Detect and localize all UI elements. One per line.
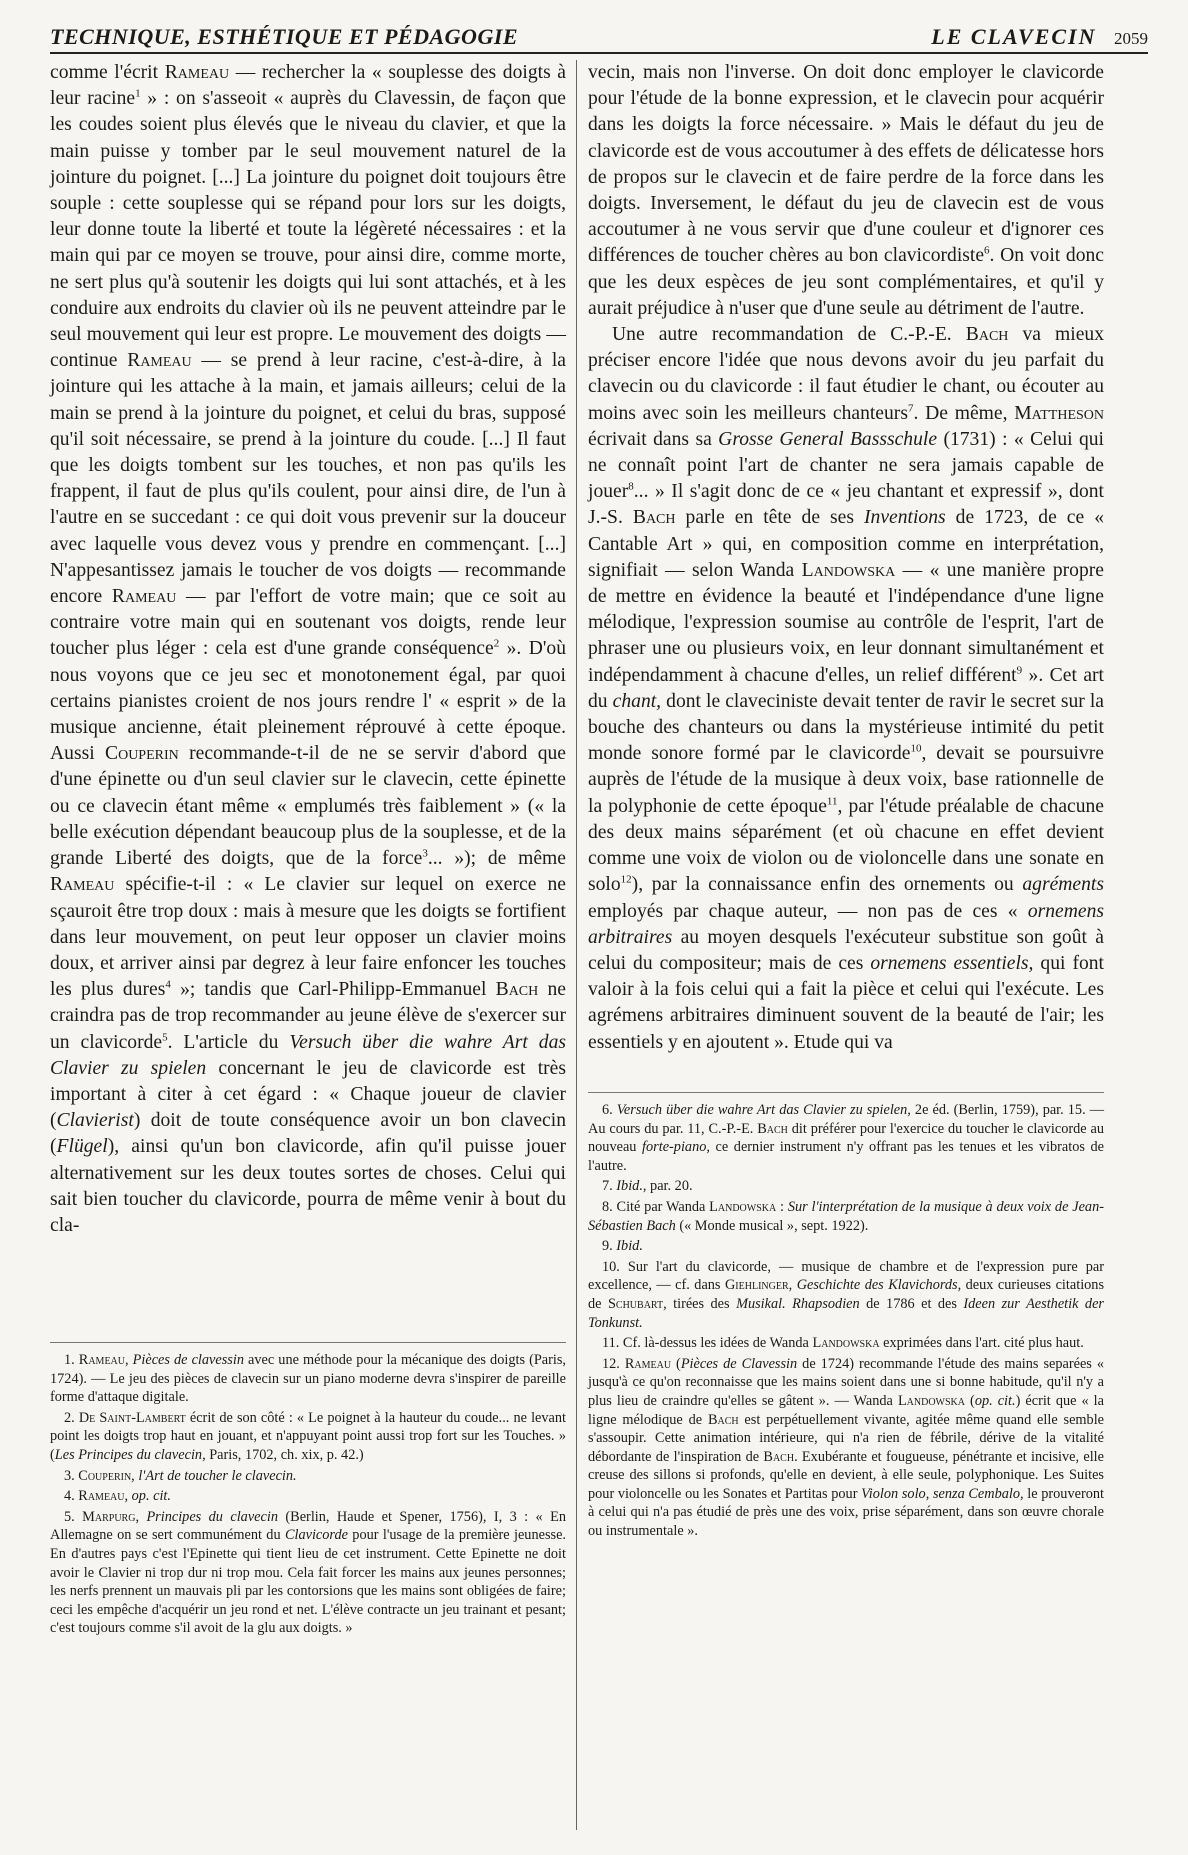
- text-run: Rameau: [111, 586, 177, 608]
- paragraph: [588, 322, 1104, 1056]
- footnote-ref: 11: [826, 795, 838, 808]
- text-run: exprimées dans l'art. cité plus haut.: [879, 1335, 1084, 1352]
- text-run: Pièces de Clavessin: [680, 1355, 798, 1372]
- text-run: Inventions: [864, 507, 946, 529]
- text-run: de 1724) recommande l'étude des mains separées « jusqu'à ce qu'on reconnaisse que les mains soient dans une si bonne habitude, qu'il n'y a plus lieu de craindre qu'elles se gâtent ». — Wanda: [588, 1355, 1105, 1409]
- text-run: de 1723, de ce « Cantable Art » qui, en composition comme en interprétation, signifiait — selon Wanda: [588, 507, 1105, 581]
- left-column: [50, 60, 566, 1239]
- text-run: 3.: [64, 1467, 79, 1484]
- text-run: dit préférer pour l'exercice du toucher le clavicorde au nouveau: [588, 1120, 1104, 1156]
- text-run: Rameau: [164, 62, 230, 83]
- text-run: ». D'où nous voyons que ce jeu sec et monotonement égal, par quoi certains pianistes croient de nos jours rendre l' « esprit » de la musique ancienne, était pleinement réprouvé à cette époque. Aussi: [50, 638, 566, 765]
- text-run: Une autre recommandation de C.-P.-E.: [612, 324, 966, 346]
- text-run: ) doit de toute conséquence avoir un bon clavecin (: [50, 1110, 566, 1158]
- footnote-ref: 10: [910, 742, 922, 755]
- text-run: pour l'usage de la première jeunesse. En d'autres pays c'est l'Epinette qui tient lieu de cet instrument. Cette Epinette ne doit avoir le Clavier ni trop dur ni trop mou. Cela fait forcer les mains aux jeunes personnes; les nerfs prennent un mauvais pli par les contorsions que les mains sont obligées de faire; ceci les empêche d'acquérir un jeu rond et net. L'élève contracte un jeu trainant et pesant; c'est toujours comme s'il avoit de la glu aux doigts. »: [50, 1527, 566, 1637]
- text-run: Sur l'interprétation de la musique à deux voix de Jean-Sébastien Bach: [588, 1198, 1104, 1234]
- text-run: écrit de son côté : « Le poignet à la hauteur du coude... ne levant point les doigts trop haut en jouant, et n'appuyant point aussi trop fort sur les Touches. » (: [50, 1409, 566, 1463]
- text-run: :: [776, 1198, 788, 1215]
- text-run: Bach: [763, 1448, 795, 1465]
- text-run: Versuch über die wahre Art das Clavier zu spielen: [50, 1031, 566, 1079]
- text-run: 11. Cf. là-dessus les idées de Wanda: [602, 1335, 813, 1352]
- footnotes-left: [50, 1342, 566, 1640]
- text-run: Ideen zur Aesthetik der Tonkunst.: [588, 1295, 1104, 1331]
- text-run: Grosse General Bassschule: [718, 428, 938, 450]
- text-run: (« Monde musical », sept. 1922).: [675, 1217, 869, 1234]
- text-run: ornemens essentiels,: [870, 952, 1034, 974]
- page-number: 2059: [1114, 29, 1148, 48]
- text-run: dont le claveciniste devait tenter de ravir le secret sur la bouche des chanteurs ou dans la mystérieuse intimité du petit monde sonore formé par le clavicorde: [588, 690, 1104, 765]
- text-run: , par l'étude préalable de chacune des deux mains séparément (et où chacune en effet devient comme une voix de violon ou de violoncelle dans une sonate en solo: [588, 795, 1104, 896]
- text-run: spécifie-t-il : « Le clavier sur lequel on exerce ne sçauroit être trop doux : mais à mesure que les doigts se fortifient dans leur mouvement, on peut leur opposer un clavier moins doux, et arriver ainsi par degrez à leur faire enfoncer les touches les plus dures: [50, 874, 566, 1001]
- text-run: Musikal. Rhapsodien: [736, 1295, 860, 1312]
- text-run: Ibid.,: [616, 1178, 647, 1195]
- footnote: [50, 1487, 566, 1506]
- footnote-ref: 4: [165, 978, 171, 991]
- text-run: Clavicorde: [284, 1527, 348, 1544]
- text-run: avec une méthode pour la mécanique des doigts (Paris, 1724). — Le jeu des pièces de clavecin sur un piano moderne devra s'inspirer de pareille forme d'attaque digitale.: [50, 1352, 566, 1406]
- text-run: Rameau: [624, 1355, 672, 1372]
- paragraph: [588, 60, 1104, 322]
- text-run: Rameau: [78, 1488, 125, 1505]
- footnote: [50, 1508, 566, 1638]
- text-run: 5.: [64, 1508, 83, 1525]
- text-run: parle en tête de ses: [675, 507, 865, 529]
- footnote-ref: 6: [984, 244, 990, 257]
- text-run: Schubart: [607, 1295, 664, 1312]
- text-run: ), ainsi qu'un bon clavicorde, afin qu'il puisse jouer alternativement sur les deux toutes sortes de choses. Celui qui sait bien toucher du clavicorde, pourra de même venir à bout du cla-: [50, 1136, 566, 1236]
- text-run: ornemens arbitraires: [588, 900, 1104, 948]
- paragraph: [50, 60, 566, 1239]
- text-run: ». Cet art du: [588, 664, 1104, 712]
- text-run: (1731) : « Celui qui ne connaît point l'art de chanter ne sera jamais capable de jouer: [588, 428, 1104, 503]
- column-divider: [576, 60, 577, 1830]
- text-run: ,: [125, 1352, 133, 1368]
- text-run: vecin, mais non l'inverse. On doit donc employer le clavicorde pour l'étude de la bonne expression, et le clavecin pour acquérir dans les doigts la force nécessaire. » Mais le défaut du jeu de clavicorde est de vous accoutumer à des effets de délicatesse hors de propos sur le clavecin et de faire perdre de la force dans les doigts. Inversement, le défaut du jeu de clavecin est de vous accoutumer à ne vous servir que d'une couleur et d'ignorer ces différences de toucher chères au bon clavicordiste: [588, 62, 1104, 267]
- text-run: ,: [131, 1467, 139, 1484]
- text-run: — « une manière propre de mettre en évidence la beauté et l'indépendance d'une ligne mélodique, l'expression soumise au contrôle de l'esprit, l'art de phraser une ou plusieurs voix, en leur donnant simultanément et indépendamment à chacune d'elles, un relief différent: [588, 559, 1104, 686]
- text-run: op. cit.: [974, 1392, 1016, 1409]
- footnote: [588, 1101, 1104, 1175]
- text-run: (: [671, 1355, 681, 1372]
- text-run: agréments: [1022, 874, 1104, 896]
- text-run: Landowska: [897, 1392, 966, 1409]
- text-run: ,: [124, 1488, 132, 1505]
- footnote-ref: 12: [620, 873, 632, 886]
- text-run: Mattheson: [1014, 402, 1105, 424]
- text-run: Rameau: [50, 874, 115, 896]
- text-run: recommande-t-il de ne se servir d'abord que d'une épinette ou d'un seul clavier sur le clavecin, cette épinette ou ce clavecin étant même « emplumés très faiblement » (« la belle exécution dépendant beaucoup plus de la souplesse, et de la grande Liberté des doigts, que de la force: [50, 743, 566, 870]
- footnote: [588, 1237, 1104, 1256]
- text-run: Landowska: [801, 559, 896, 581]
- text-run: ,: [135, 1508, 147, 1525]
- text-run: Violon solo, senza Cembalo,: [861, 1485, 1024, 1502]
- running-header: [50, 18, 1148, 54]
- text-run: » : on s'asseoit « auprès du Clavessin, de façon que les coudes soient plus élevés que le niveau du clavier, et que la main puisse y tomber par le seul mouvement naturel de la jointure du poignet. [...] La jointure du poignet doit toujours être souple : cette souplesse qui se répand pour lors sur les doigts, leur donne toute la liberté et toute la légèreté nécessaires : et la main qui par ce moyen se trouve, pour ainsi dire, comme morte, ne sert plus qu'à soutenir les doigts qui lui sont attachés, et à les conduire aux endroits du clavier où ils ne peuvent atteindre par le seul mouvement qui leur est propre. Le mouvement des doigts — continue: [50, 88, 566, 372]
- text-run: l'Art de toucher le clavecin.: [138, 1467, 297, 1484]
- footnote: [50, 1467, 566, 1486]
- text-run: Clavierist: [56, 1110, 134, 1132]
- text-run: chant,: [612, 690, 662, 712]
- text-run: va mieux préciser encore l'idée que nous devons avoir du jeu parfait du clavecin ou du clavicorde : il faut étudier le chant, ou écouter au moins avec soin les meilleurs chanteurs: [588, 324, 1104, 424]
- text-run: 10. Sur l'art du clavicorde, — musique de chambre et de l'expression pure par excellence, — cf. dans: [588, 1258, 1104, 1294]
- text-run: 6.: [602, 1102, 617, 1118]
- footnote-ref: 7: [907, 402, 914, 415]
- text-run: est perpétuellement vivante, agitée même quand elle semble s'assoupir. Cette animation intérieure, qui n'a rien de fébrile, dérive de la vitalité débordante de l'inspiration de: [588, 1411, 1105, 1465]
- footnote: [50, 1409, 566, 1465]
- text-run: Bach: [632, 507, 676, 529]
- text-run: Bach: [965, 324, 1009, 346]
- text-run: 8. Cité par Wanda: [602, 1198, 710, 1215]
- header-book-title: LE CLAVECIN: [931, 24, 1097, 49]
- text-run: deux curieuses citations de: [588, 1277, 1105, 1312]
- text-run: — rechercher la « souplesse des doigts à leur racine: [50, 62, 566, 110]
- text-run: comme l'écrit: [50, 62, 165, 83]
- footnote-ref: 1: [135, 87, 141, 100]
- text-run: par. 20.: [646, 1178, 693, 1195]
- text-run: Flügel: [56, 1136, 108, 1158]
- text-run: Ibid.: [616, 1238, 643, 1255]
- text-run: concernant le jeu de clavicorde est très important à citer à cet égard : « Chaque joueur de clavier (: [50, 1057, 566, 1132]
- footnote-ref: 9: [1016, 664, 1023, 677]
- footnote-ref: 5: [162, 1030, 168, 1043]
- footnote-ref: 2: [493, 637, 500, 650]
- text-run: . Exubérante et fougueuse, pénétrante et incisive, elle creuse des sillons si profonds, qu'elle en devient, à elle seule, polyphonique. Les Suites pour violoncelle ou les Sonates et Partitas pour: [588, 1448, 1105, 1502]
- text-run: . On voit donc que les deux espèces de jeu sont complémentaires, et qu'il y aurait préjudice à n'user que d'une seule au détriment de l'autre.: [588, 245, 1104, 319]
- text-run: 12.: [602, 1355, 625, 1372]
- text-run: Bach: [495, 979, 539, 1001]
- header-right: [931, 24, 1148, 50]
- text-run: Giehlinger: [724, 1277, 789, 1294]
- footnote: [588, 1355, 1104, 1541]
- footnote: [588, 1334, 1104, 1353]
- text-run: Couperin: [78, 1467, 132, 1484]
- text-run: »; tandis que Carl-Philipp-Emmanuel: [170, 979, 496, 1001]
- text-run: ce dernier instrument n'y offrant pas les tenues et les vibratos de l'autre.: [588, 1139, 1104, 1174]
- text-run: Pièces de clavessin: [132, 1352, 244, 1368]
- text-run: Rameau: [78, 1352, 125, 1368]
- text-run: , devait se poursuivre auprès de l'étude de la musique à deux voix, base rationnelle de la polyphonie de cette époque: [588, 743, 1105, 817]
- text-run: Versuch über die wahre Art das Clavier zu spielen,: [616, 1102, 911, 1118]
- text-run: 7.: [602, 1178, 617, 1195]
- footnote-ref: 8: [628, 480, 634, 493]
- text-run: 4.: [64, 1488, 79, 1505]
- text-run: (: [965, 1392, 975, 1409]
- text-run: employés par chaque auteur, — non pas de ces «: [588, 900, 1028, 922]
- text-run: ne craindra pas de trop recommander au jeune élève de s'exercer sur un clavicorde: [50, 979, 566, 1053]
- text-run: Bach: [757, 1120, 788, 1137]
- text-run: Marpurg: [82, 1508, 136, 1525]
- text-run: . De même,: [913, 402, 1015, 424]
- text-run: Geschichte des Klavichords,: [796, 1277, 962, 1294]
- text-run: Rameau: [127, 350, 192, 372]
- footnote: [588, 1198, 1104, 1235]
- text-run: forte-piano,: [642, 1139, 710, 1156]
- text-run: de 1786 et des: [859, 1295, 964, 1312]
- footnotes-right: [588, 1092, 1104, 1543]
- right-column: [588, 60, 1104, 1056]
- text-run: De Saint-Lambert: [78, 1409, 186, 1426]
- text-run: ... » Il s'agit donc de ce « jeu chantant et expressif », dont J.-S.: [588, 481, 1104, 529]
- text-run: ... »); de même: [427, 848, 566, 870]
- text-run: écrivait dans sa: [588, 428, 719, 450]
- text-run: ,: [788, 1277, 797, 1294]
- text-run: 9.: [602, 1238, 617, 1255]
- text-run: 2e éd. (Berlin, 1759), par. 15. — Au cours du par. 11, C.-P.-E.: [588, 1102, 1105, 1137]
- text-run: — par l'effort de votre main; que ce soit au contraire votre main qui en soutenant vos doigts, rende leur toucher plus léger : cela est d'une grande conséquence: [50, 586, 566, 660]
- footnote: [50, 1351, 566, 1407]
- text-run: le prouveront à celui qui n'a pas étudié de près une des voix, prise séparément, dans son œuvre chorale ou instrumentale ».: [588, 1485, 1104, 1540]
- footnote: [588, 1258, 1104, 1332]
- text-run: Couperin: [105, 743, 179, 765]
- text-run: Principes du clavecin: [146, 1508, 278, 1525]
- header-section-title: TECHNIQUE, ESTHÉTIQUE ET PÉDAGOGIE: [50, 24, 519, 49]
- footnote-ref: 3: [422, 847, 428, 860]
- text-run: Bach: [707, 1411, 739, 1428]
- text-run: au moyen desquels l'exécuteur substitue son goût à celui du compositeur; mais de ces: [588, 926, 1104, 974]
- text-run: Landowska: [812, 1335, 880, 1352]
- text-run: qui font valoir à la fois celui qui a fait la pièce et celui qui l'exécute. Les agrémens arbitraires diminuent souvent de la beauté de l'air; les essentiels y en ajoutent ». Etude qui va: [588, 952, 1105, 1053]
- text-run: — se prend à leur racine, c'est-à-dire, à la jointure qui les attache à la main, et jamais ailleurs; celui de la main se prend à la jointure du poignet, et celui du bras, supposé qu'il soit nécessaire, se prend à la jointure du coude. [...] Il faut que les doigts tombent sur les touches, et non pas qu'ils les frappent, il faut de plus qu'ils coulent, pour ainsi dire, de l'un à l'autre en se succedant : ce qui doit vous prevenir sur la douceur avec laquelle vous devez vous y prendre en commençant. [...] N'appesantissez jamais le toucher de vos doigts — recommande encore: [50, 350, 566, 608]
- text-run: , tirées des: [663, 1295, 737, 1312]
- text-run: . L'article du: [167, 1031, 290, 1053]
- text-run: op. cit.: [131, 1488, 171, 1505]
- text-run: (Berlin, Haude et Spener, 1756), I, 3 : « En Allemagne on se sert communément du: [50, 1508, 567, 1544]
- text-run: Landowska: [709, 1198, 777, 1215]
- text-run: Paris, 1702, ch. xix, p. 42.): [205, 1446, 364, 1463]
- text-run: 1.: [64, 1352, 79, 1368]
- text-run: 2.: [64, 1409, 79, 1426]
- text-run: ), par la connaissance enfin des ornements ou: [631, 874, 1023, 896]
- text-run: Les Principes du clavecin,: [54, 1446, 206, 1463]
- text-run: ) écrit que « la ligne mélodique de: [588, 1392, 1104, 1428]
- footnote: [588, 1177, 1104, 1196]
